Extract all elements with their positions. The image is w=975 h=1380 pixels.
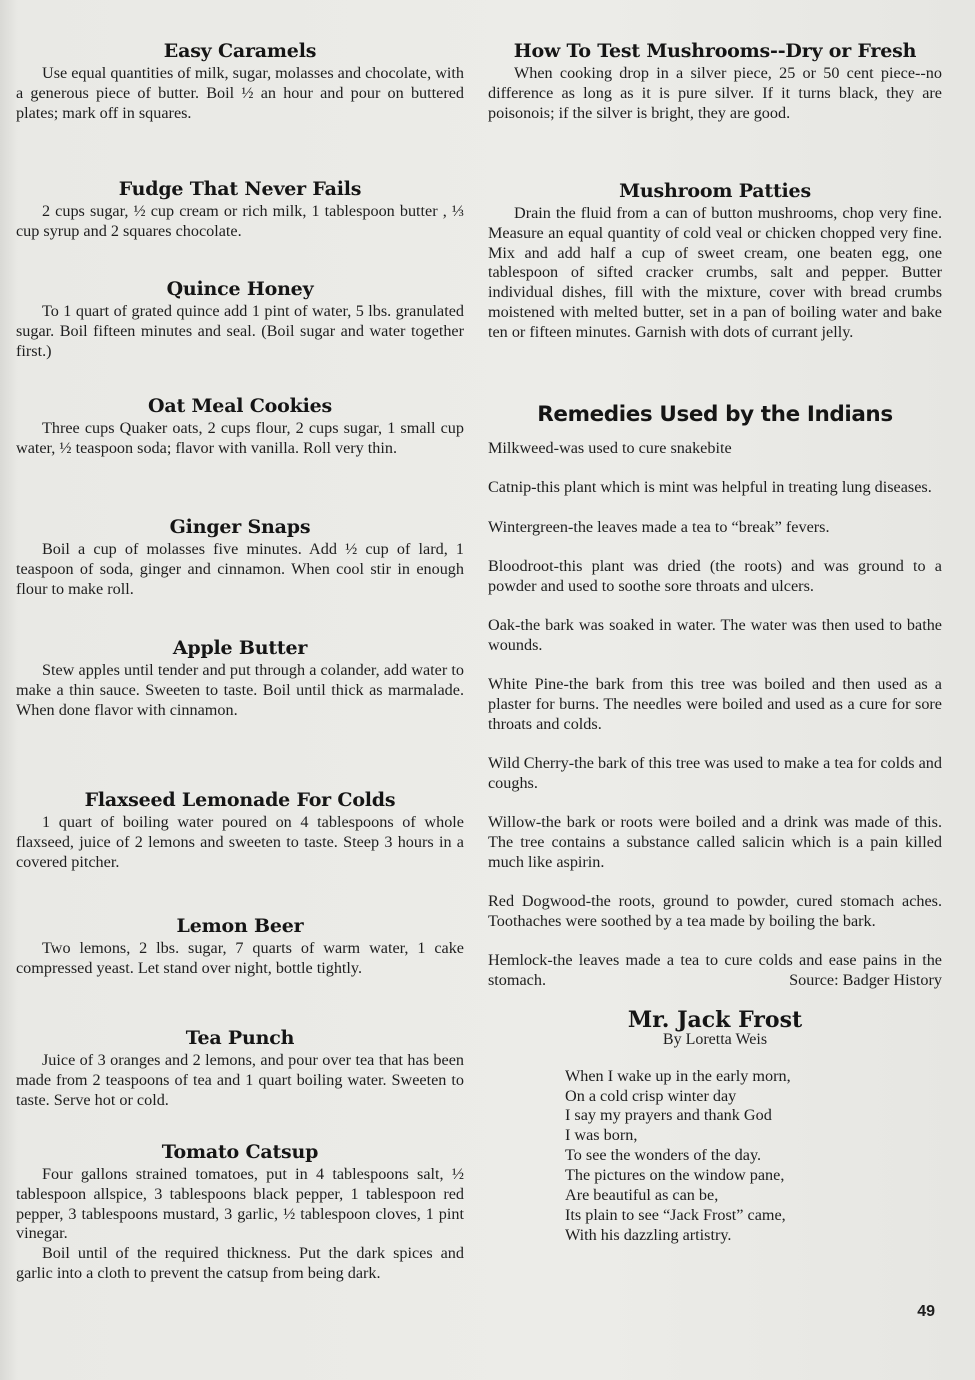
remedy-text: Catnip-this plant which is mint was helpful in treating lung diseases. xyxy=(488,478,932,497)
remedy-item xyxy=(488,754,942,794)
remedy-text: Red Dogwood-the roots, ground to powder, cured stomach aches. Toothaches were soothed by a tea made by boiling the bark. xyxy=(488,891,942,930)
remedy-item xyxy=(488,518,942,538)
remedy-item xyxy=(488,892,942,932)
recipe-tomato-catsup xyxy=(16,1139,464,1284)
remedy-text: Oak-the bark was soaked in water. The water was then used to bathe wounds. xyxy=(488,615,942,654)
recipe-flaxseed-lemonade xyxy=(16,787,464,913)
recipe-text: Boil a cup of molasses five minutes. Add ½ cup of lard, 1 teaspoon of soda, ginger and cinnamon. When cool stir in enough flour to make roll. xyxy=(16,540,464,598)
recipe-title: Ginger Snaps xyxy=(169,516,311,538)
recipe-title: Lemon Beer xyxy=(176,915,304,937)
recipe-title: Apple Butter xyxy=(172,637,308,659)
remedy-item xyxy=(488,557,942,597)
remedy-item xyxy=(488,478,942,498)
remedy-item xyxy=(488,951,942,991)
remedy-text: Wild Cherry-the bark of this tree was used to make a tea for colds and coughs. xyxy=(488,753,942,792)
poem-line: Are beautiful as can be, xyxy=(565,1186,719,1205)
poem-line: Its plain to see “Jack Frost” came, xyxy=(565,1205,786,1224)
poem-line: The pictures on the window pane, xyxy=(565,1166,785,1185)
recipe-text: To 1 quart of grated quince add 1 pint of water, 5 lbs. granulated sugar. Boil fifteen minutes and seal. (Boil sugar and water together first.) xyxy=(16,302,464,360)
poem-line: When I wake up in the early morn, xyxy=(565,1066,791,1085)
remedy-item xyxy=(488,813,942,872)
remedy-item xyxy=(488,675,942,734)
recipe-title: Oat Meal Cookies xyxy=(148,395,332,417)
poem-body xyxy=(565,1067,942,1246)
remedy-item xyxy=(488,439,942,459)
recipe-text: When cooking drop in a silver piece, 25 or 50 cent piece--no difference as long as it is pure silver. If it turns black, they are poisonois; if the silver is bright, they are good. xyxy=(488,64,942,122)
recipe-title: Quince Honey xyxy=(166,278,314,300)
remedy-text: White Pine-the bark from this tree was boiled and then used as a plaster for burns. The needles were boiled and used as a cure for sore throats and colds. xyxy=(488,675,942,733)
recipe-text: 2 cups sugar, ½ cup cream or rich milk, 1 tablespoon butter , ⅓ cup syrup and 2 squares chocolate. xyxy=(16,202,464,240)
recipe-title: Easy Caramels xyxy=(163,40,317,62)
recipe-title: Tea Punch xyxy=(185,1027,295,1049)
recipe-title: Fudge That Never Fails xyxy=(118,178,362,200)
page-number: 49 xyxy=(917,1303,935,1320)
recipe-text: Three cups Quaker oats, 2 cups flour, 2 cups sugar, 1 small cup water, ½ teaspoon soda; flavor with vanilla. Roll very thin. xyxy=(16,419,464,457)
poem-line: With his dazzling artistry. xyxy=(565,1225,732,1244)
recipe-title: Tomato Catsup xyxy=(161,1141,319,1163)
poem-byline: By Loretta Weis xyxy=(662,1030,768,1048)
recipe-tea-punch xyxy=(16,1025,464,1139)
poem-section xyxy=(488,1007,942,1246)
recipe-text: Stew apples until tender and put through a colander, add water to make a thin sauce. Sweeten to taste. Boil until thick as marmalade. When done flavor with cinnamon. xyxy=(16,661,464,719)
poem-title: Mr. Jack Frost xyxy=(627,1006,803,1033)
recipe-quince-honey xyxy=(16,276,464,393)
recipe-title: Mushroom Patties xyxy=(619,180,811,202)
recipe-title: Flaxseed Lemonade For Colds xyxy=(84,789,396,811)
remedies-section xyxy=(488,402,942,991)
poem-line: On a cold crisp winter day xyxy=(565,1086,737,1105)
recipe-apple-butter xyxy=(16,635,464,787)
remedies-title: Remedies Used by the Indians xyxy=(537,402,893,427)
recipe-text-continued: Boil until of the required thickness. Put the dark spices and garlic into a cloth to prevent the catsup from being dark. xyxy=(16,1244,464,1282)
poem-line: To see the wonders of the day. xyxy=(565,1146,762,1165)
recipe-oat-meal-cookies xyxy=(16,393,464,514)
recipe-fudge xyxy=(16,176,464,276)
poem-line: I was born, xyxy=(565,1126,638,1145)
poem-line: I say my prayers and thank God xyxy=(565,1106,772,1125)
recipe-text: 1 quart of boiling water poured on 4 tablespoons of whole flaxseed, juice of 2 lemons and sweeten to taste. Steep 3 hours in a covered pitcher. xyxy=(16,813,464,871)
remedy-text: Wintergreen-the leaves made a tea to “break” fevers. xyxy=(488,517,830,536)
left-column xyxy=(16,38,464,1284)
right-column xyxy=(488,38,942,1246)
recipe-ginger-snaps xyxy=(16,514,464,635)
recipe-lemon-beer xyxy=(16,913,464,1025)
recipe-text: Juice of 3 oranges and 2 lemons, and pour over tea that has been made from 2 teaspoons of tea and 1 quart boiling water. Sweeten to taste. Serve hot or cold. xyxy=(16,1051,464,1109)
recipe-test-mushrooms xyxy=(488,38,942,178)
recipe-text: Four gallons strained tomatoes, put in 4 tablespoons salt, ½ tablespoon allspice, 3 tablespoons black pepper, 1 tablespoon red pepper, 3 tablespoons mustard, 3 garlic, ½ tablespoon cloves, 1 pint vinegar. xyxy=(16,1165,464,1243)
recipe-text: Drain the fluid from a can of button mushrooms, chop very fine. Measure an equal quantity of cold veal or chicken chopped very fine. Mix and add half a cup of sweet cream, one beaten egg, one tablespoon of sifted cracker crumbs, salt and pepper. Butter individual dishes, fill with the mixture, cover with bread crumbs moistened with melted butter, set in a pan of boiling water and bake ten or fifteen minutes. Garnish with dots of currant jelly. xyxy=(488,204,942,341)
remedy-text: Hemlock-the leaves made a tea to cure colds and ease pains in the stomach. xyxy=(488,951,942,989)
remedy-item xyxy=(488,616,942,656)
remedy-text: Bloodroot-this plant was dried (the roots) and was ground to a powder and used to soothe sore throats and ulcers. xyxy=(488,556,942,595)
recipe-title: How To Test Mushrooms--Dry or Fresh xyxy=(513,40,917,62)
remedy-text: Milkweed-was used to cure snakebite xyxy=(488,439,732,457)
remedy-text: Willow-the bark or roots were boiled and a drink was made of this. The tree contains a substance called salicin which is a pain killed much like aspirin. xyxy=(488,813,942,871)
recipe-easy-caramels xyxy=(16,38,464,176)
recipe-text: Two lemons, 2 lbs. sugar, 7 quarts of warm water, 1 cake compressed yeast. Let stand over night, bottle tightly. xyxy=(16,939,464,977)
recipe-mushroom-patties xyxy=(488,178,942,394)
remedies-source: Source: Badger History xyxy=(789,970,942,989)
recipe-text: Use equal quantities of milk, sugar, molasses and chocolate, with a generous piece of butter. Boil ½ an hour and pour on buttered plates; mark off in squares. xyxy=(16,64,464,122)
remedies-list xyxy=(488,439,942,991)
